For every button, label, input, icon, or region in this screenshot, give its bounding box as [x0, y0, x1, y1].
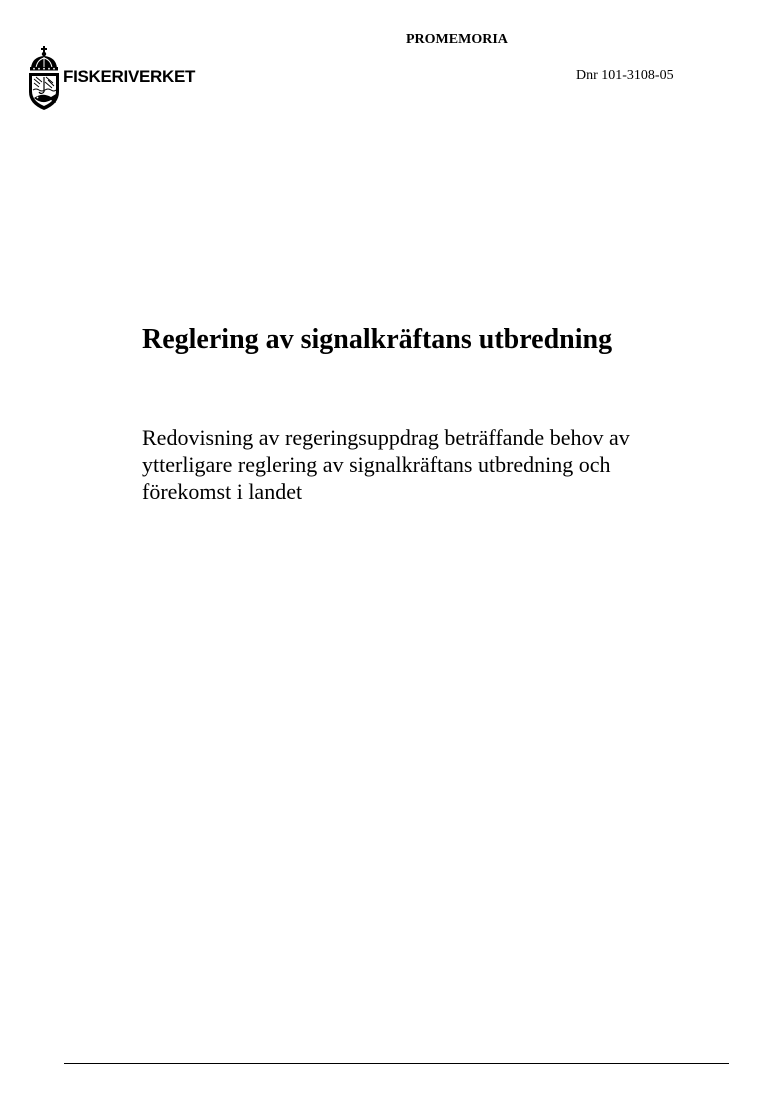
page-title: Reglering av signalkräftans utbredning: [142, 324, 613, 355]
agency-logo: [26, 46, 201, 114]
subtitle-line: ytterligare reglering av signalkräftans utbredning och: [142, 452, 611, 477]
page-subtitle: [142, 424, 702, 505]
footer-divider: [64, 1063, 729, 1064]
document-type-label: PROMEMORIA: [406, 32, 508, 47]
subtitle-line: Redovisning av regeringsuppdrag beträffande behov av: [142, 425, 630, 450]
reference-number: Dnr 101-3108-05: [576, 68, 674, 83]
agency-name: FISKERIVERKET: [63, 67, 196, 86]
crowned-shield-fish-icon: [26, 46, 62, 112]
subtitle-line: förekomst i landet: [142, 479, 303, 504]
